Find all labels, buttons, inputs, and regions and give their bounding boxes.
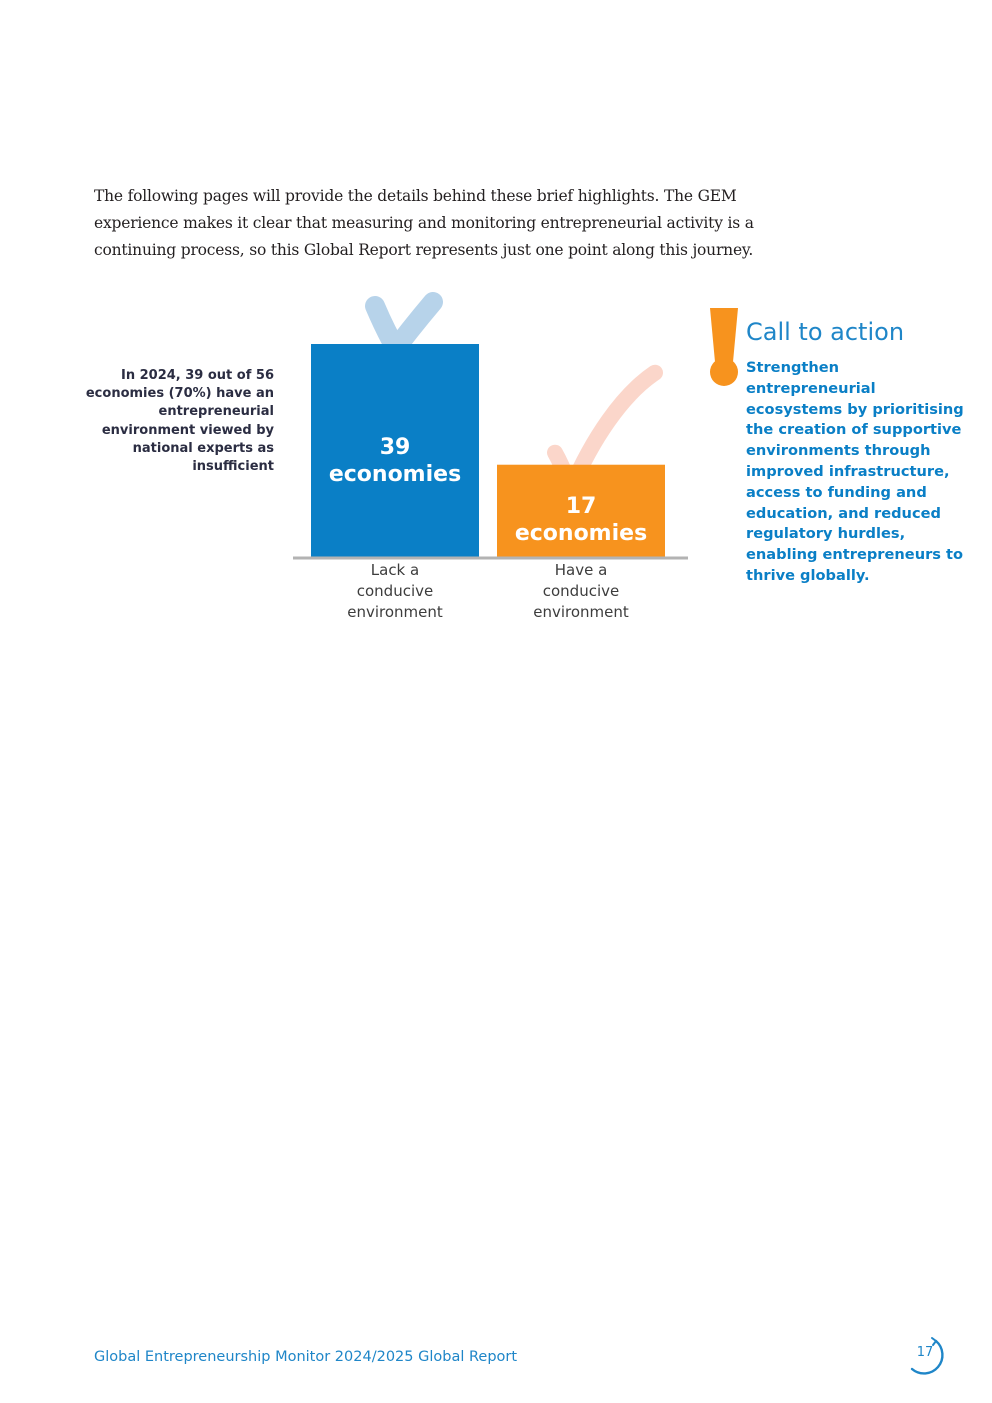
page-number: 17	[916, 1345, 934, 1360]
intro-paragraph: The following pages will provide the details behind these brief highlights. The GEM experience makes it clear that measuring and monitoring entrepreneurial activity is a continuing process, so this Global Report represents just one point along this journey.	[94, 187, 754, 259]
category-label: Have a conducive environment	[533, 561, 629, 621]
call-to-action-title: Call to action	[746, 318, 905, 346]
side-note-text-after: ) have an entrepreneurial environment viewed by national experts as insufficient	[101, 386, 274, 475]
side-note-text-before: In 2024, 39 out of 56 economies (	[85, 368, 274, 402]
page-number-badge	[906, 1336, 948, 1376]
call-to-action-body: Strengthen entrepreneurial ecosystems by prioritising the creation of supportive environments through improved infrastructure, access to funding and education, and reduced regulatory hurdles, enabling entrepreneurs to thrive globally.	[746, 359, 964, 584]
bar-value-label: 17 economies	[514, 493, 648, 546]
category-label: Lack a conducive environment	[347, 561, 443, 621]
bar-value-label: 39 economies	[328, 435, 462, 487]
footer-report-title: Global Entrepreneurship Monitor 2024/2025 Global Report	[94, 1349, 518, 1365]
side-note-highlight: 70%	[174, 386, 206, 402]
exclamation-icon	[706, 306, 742, 388]
